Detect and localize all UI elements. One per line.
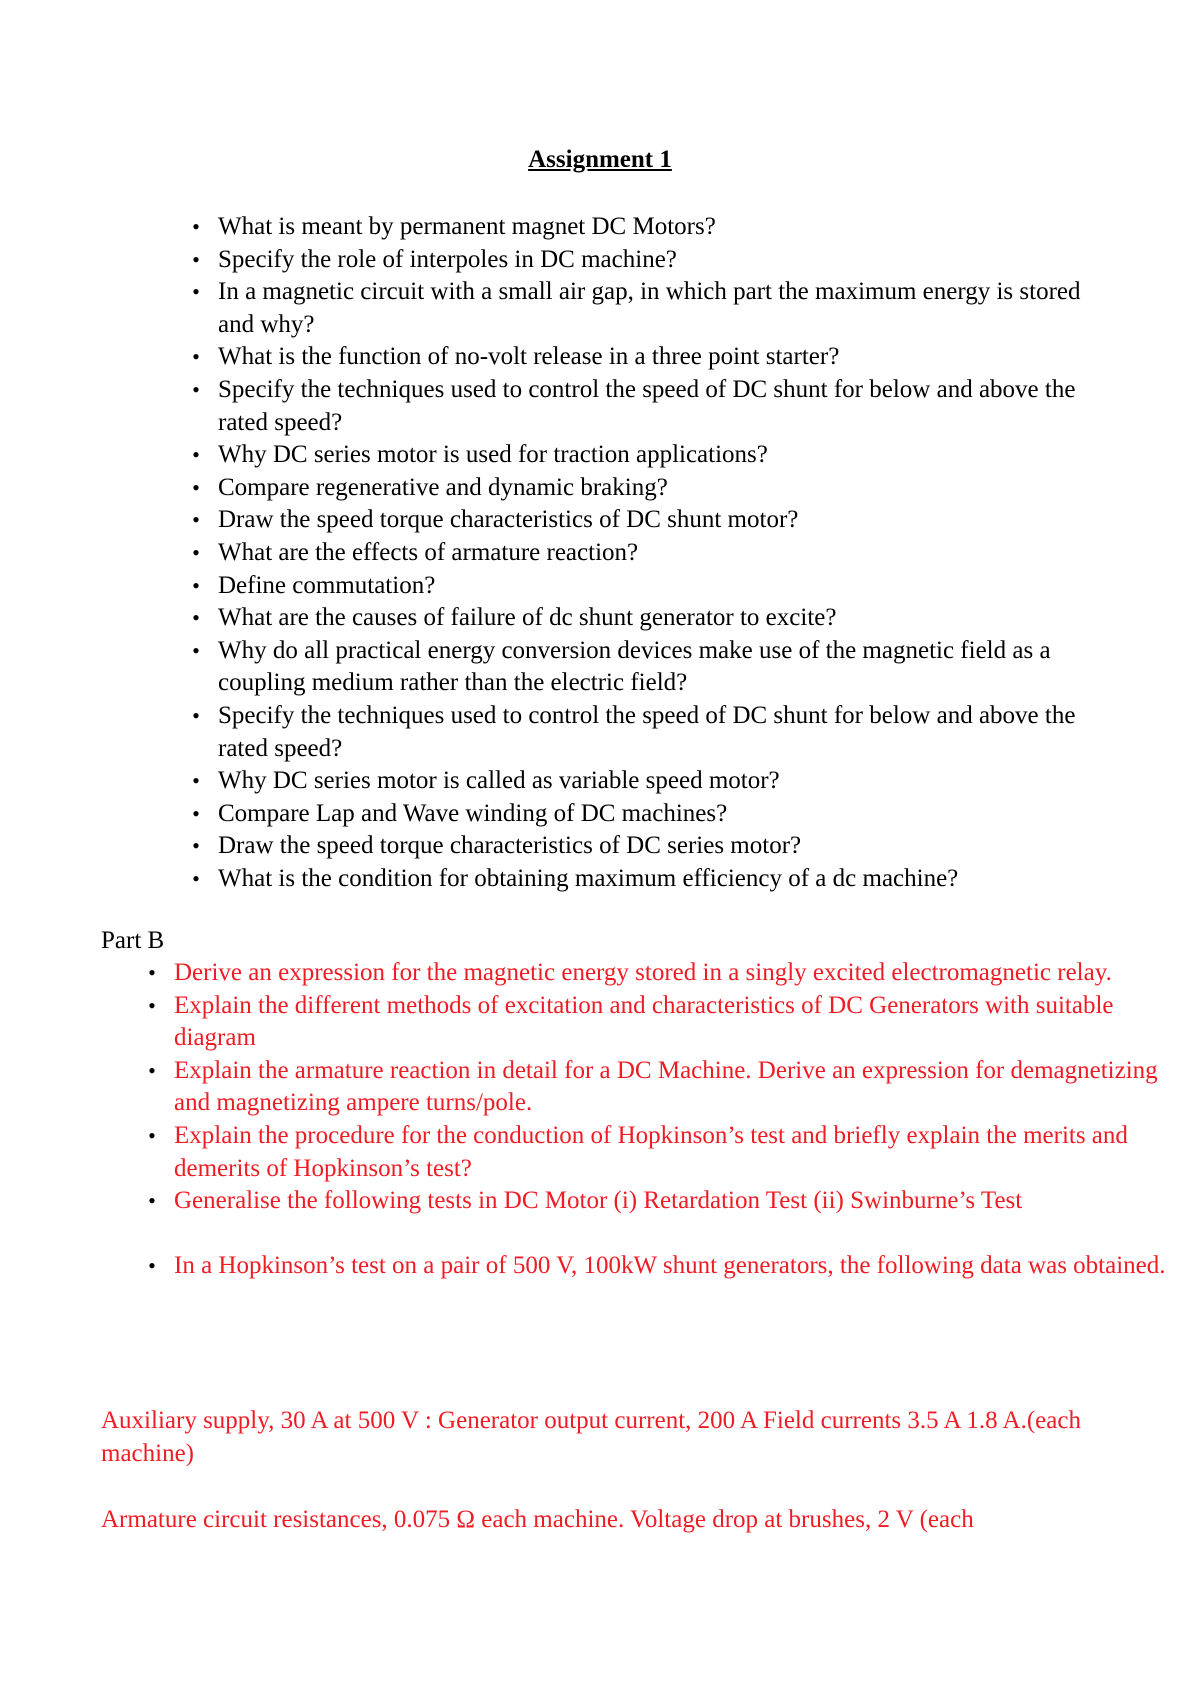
list-item: • Why do all practical energy conversion devices make use of the magnetic field as a coupling medium rather than the electric field?: [218, 635, 1118, 700]
bullet-icon: •: [148, 960, 156, 985]
bullet-icon: •: [192, 539, 200, 565]
list-item: • Compare Lap and Wave winding of DC machines?: [218, 798, 1118, 831]
list-item: • In a magnetic circuit with a small air gap, in which part the maximum energy is stored and why?: [218, 276, 1118, 341]
bullet-icon: •: [148, 1253, 156, 1279]
bullet-icon: •: [192, 800, 200, 826]
bullet-icon: •: [192, 637, 200, 663]
part-b-question-list: [148, 957, 1174, 1283]
list-item: • Draw the speed torque characteristics of DC shunt motor?: [218, 504, 1118, 537]
bullet-icon: •: [192, 442, 200, 468]
part-b-heading: Part B: [101, 927, 165, 954]
bullet-icon: •: [192, 344, 200, 370]
bullet-icon: •: [192, 474, 200, 500]
bullet-icon: •: [148, 992, 156, 1018]
list-item: • Generalise the following tests in DC Motor (i) Retardation Test (ii) Swinburne’s Test: [174, 1185, 1174, 1218]
bullet-icon: •: [192, 376, 200, 402]
page-title: Assignment 1: [528, 146, 672, 173]
bullet-icon: •: [148, 1122, 156, 1148]
bullet-icon: •: [192, 246, 200, 272]
list-item: • Explain the armature reaction in detail for a DC Machine. Derive an expression for demagnetizing and magnetizing ampere turns/pole.: [174, 1055, 1174, 1120]
bullet-icon: •: [192, 702, 200, 728]
list-item: • Specify the role of interpoles in DC machine?: [218, 244, 1118, 277]
list-item: • What is meant by permanent magnet DC Motors?: [218, 211, 1118, 244]
list-item: • Explain the different methods of excitation and characteristics of DC Generators with suitable diagram: [174, 990, 1174, 1055]
list-spacer: [174, 1218, 1174, 1251]
bullet-icon: •: [192, 572, 200, 598]
list-item: • Define commutation?: [218, 570, 1118, 603]
list-item: • Derive an expression for the magnetic energy stored in a singly excited electromagnetic relay.: [174, 957, 1174, 990]
bullet-icon: •: [192, 865, 200, 891]
list-item: • What are the effects of armature reaction?: [218, 537, 1118, 570]
bullet-icon: •: [192, 605, 200, 631]
bullet-icon: •: [192, 279, 200, 305]
list-item: • Explain the procedure for the conduction of Hopkinson’s test and briefly explain the merits and demerits of Hopkinson’s test?: [174, 1120, 1174, 1185]
list-item: • Why DC series motor is called as variable speed motor?: [218, 765, 1118, 798]
bullet-icon: •: [192, 833, 200, 859]
bullet-icon: •: [192, 768, 200, 794]
list-item: • Compare regenerative and dynamic braking?: [218, 472, 1118, 505]
bullet-icon: •: [192, 214, 200, 239]
auxiliary-supply-paragraph: Auxiliary supply, 30 A at 500 V : Generator output current, 200 A Field currents 3.5 A 1.8 A.(each machine): [101, 1407, 1081, 1467]
list-item: • Specify the techniques used to control the speed of DC shunt for below and above the rated speed?: [218, 700, 1118, 765]
bullet-icon: •: [192, 507, 200, 533]
list-item: • What are the causes of failure of dc shunt generator to excite?: [218, 602, 1118, 635]
list-item: • What is the function of no-volt release in a three point starter?: [218, 341, 1118, 374]
list-item: • Specify the techniques used to control the speed of DC shunt for below and above the rated speed?: [218, 374, 1118, 439]
list-item: • What is the condition for obtaining maximum efficiency of a dc machine?: [218, 863, 1118, 896]
armature-resistance-paragraph: Armature circuit resistances, 0.075 Ω each machine. Voltage drop at brushes, 2 V (each: [101, 1506, 974, 1533]
list-item: • In a Hopkinson’s test on a pair of 500 V, 100kW shunt generators, the following data was obtained.: [174, 1250, 1174, 1283]
list-item: • Draw the speed torque characteristics of DC series motor?: [218, 830, 1118, 863]
bullet-icon: •: [148, 1057, 156, 1083]
part-a-question-list: [192, 211, 1118, 895]
list-item: • Why DC series motor is used for traction applications?: [218, 439, 1118, 472]
bullet-icon: •: [148, 1188, 156, 1214]
